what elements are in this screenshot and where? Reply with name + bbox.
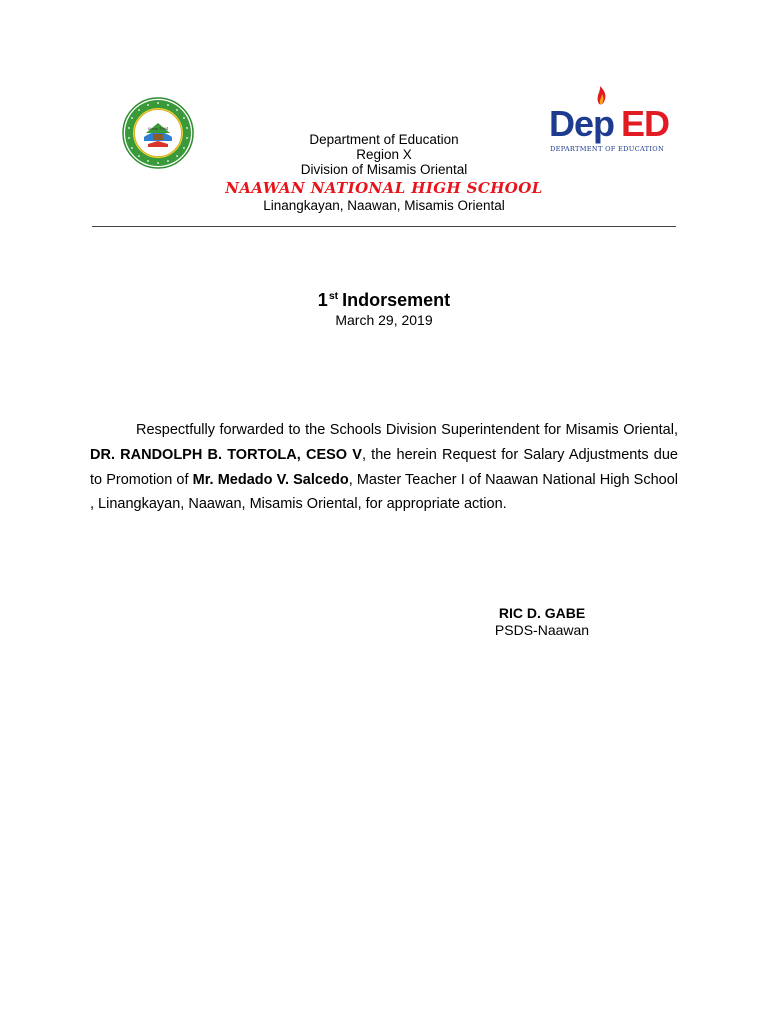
body-superintendent-name: DR. RANDOLPH B. TORTOLA, CESO V xyxy=(90,446,362,463)
title-ordinal-suffix: st xyxy=(328,290,339,302)
title-word: Indorsement xyxy=(342,290,451,310)
letterhead-region: Region X xyxy=(356,147,412,163)
title-number: 1 xyxy=(317,290,328,310)
letterhead-department: Department of Education xyxy=(309,132,459,147)
seal-motto: Since 1984 xyxy=(147,127,169,131)
body-text-2: , the herein Request for Salary Adjustments due to Promotion of xyxy=(90,446,678,488)
deped-brand-text-2: ED xyxy=(621,103,670,144)
body-teacher-name: Mr. Medado V. Salcedo xyxy=(192,471,349,488)
header-divider xyxy=(92,226,676,227)
document-title xyxy=(0,289,768,311)
school-seal-icon xyxy=(122,97,194,169)
letterhead xyxy=(192,132,576,213)
signatory-name: RIC D. GABE xyxy=(498,605,586,621)
signatory-title: PSDS-Naawan xyxy=(494,622,590,638)
body-text-1: Respectfully forwarded to the Schools Division Superintendent for Misamis Oriental, xyxy=(136,422,678,438)
letterhead-address: Linangkayan, Naawan, Misamis Oriental xyxy=(263,197,505,213)
letterhead-division: Division of Misamis Oriental xyxy=(300,162,468,178)
body-text-3: , Master Teacher I of Naawan National High School , Linangkayan, Naawan, Misamis Oriental, for appropriate action. xyxy=(90,471,678,513)
document-date: March 29, 2019 xyxy=(335,312,433,328)
body-paragraph xyxy=(90,418,678,517)
deped-tagline: DEPARTMENT OF EDUCATION xyxy=(550,145,665,153)
deped-brand-text-1: Dep xyxy=(549,103,615,144)
letterhead-school-name: NAAWAN NATIONAL HIGH SCHOOL xyxy=(225,178,543,197)
